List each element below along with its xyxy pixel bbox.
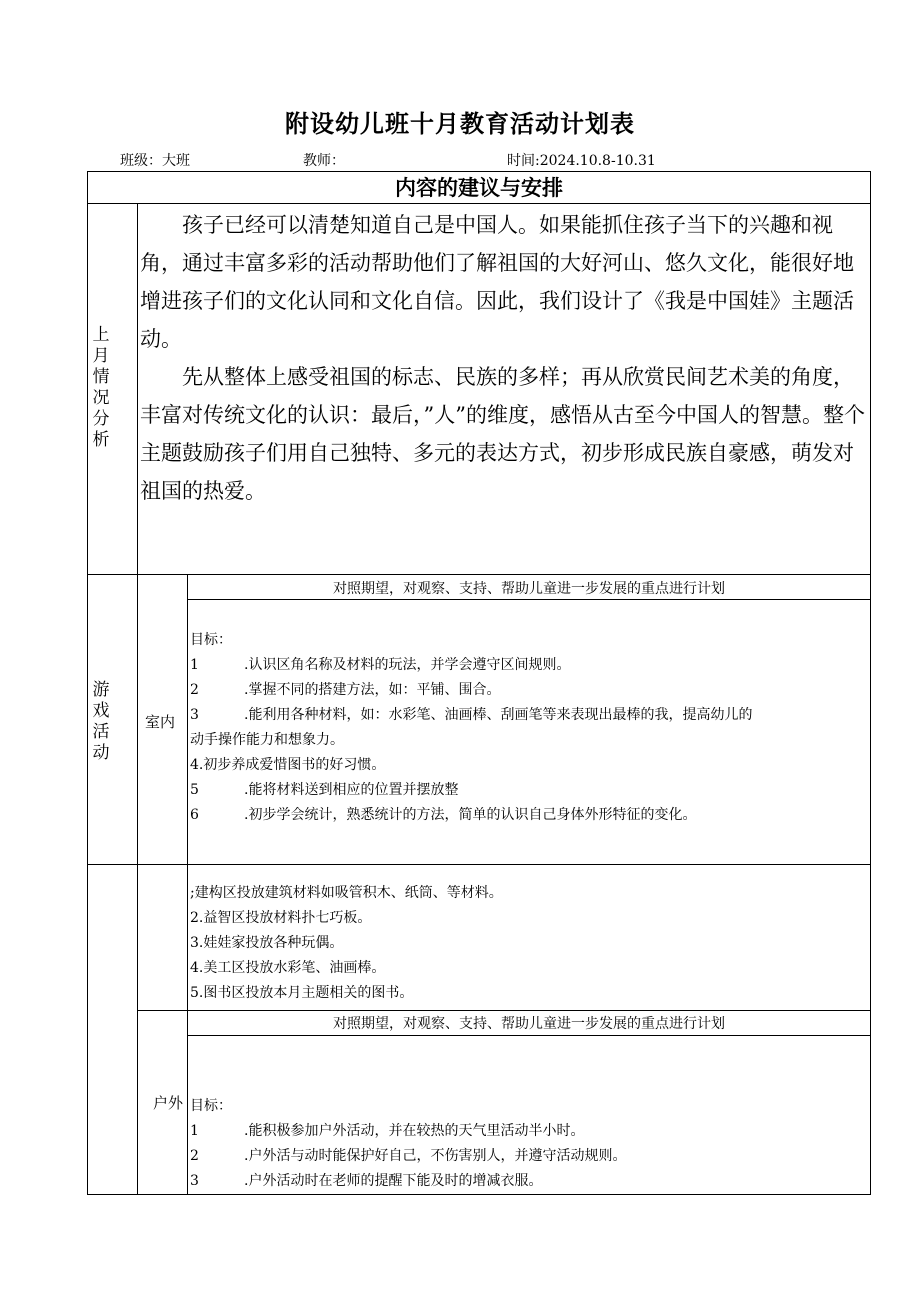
outdoor-label: 户外	[153, 1094, 184, 1112]
page-title: 附设幼儿班十月教育活动计划表	[285, 109, 635, 138]
list-item: 6 .初步学会统计，熟悉统计的方法，简单的认识自己身体外形特征的变化。	[190, 807, 697, 823]
list-item: 3 .户外活动时在老师的提醒下能及时的增减衣服。	[190, 1173, 543, 1189]
indoor-label: 室内	[145, 713, 176, 731]
game-label: 游戏活动	[92, 680, 110, 763]
list-item: 3.娃娃家投放各种玩偶。	[190, 935, 344, 951]
teacher-label: 教师：	[303, 153, 345, 169]
list-item: 5.图书区投放本月主题相关的图书。	[190, 985, 414, 1001]
section-header: 内容的建议与安排	[395, 175, 563, 200]
outdoor-goals-label: 目标：	[190, 1098, 232, 1114]
list-item: 4.美工区投放水彩笔、油画棒。	[190, 960, 386, 976]
list-item: 2.益智区投放材料扑七巧板。	[190, 910, 372, 926]
list-item: 1 .能积极参加户外活动，并在较热的天气里活动半小时。	[190, 1123, 585, 1139]
list-item: 1 .认识区角名称及材料的玩法，并学会遵守区间规则。	[190, 657, 571, 673]
outdoor-plan-heading: 对照期望，对观察、支持、帮助儿童进一步发展的重点进行计划	[333, 1016, 725, 1032]
list-item: 动手操作能力和想象力。	[190, 732, 344, 748]
analysis-label: 上月情况分析	[92, 325, 110, 450]
list-item: 5 .能将材料送到相应的位置并摆放整	[190, 782, 459, 798]
list-item: 2 .掌握不同的搭建方法，如：平铺、围合。	[190, 682, 501, 698]
analysis-text	[140, 206, 866, 510]
class-label: 班级：大班	[120, 153, 190, 169]
analysis-paragraph: 先从整体上感受祖国的标志、民族的多样；再从欣赏民间艺术美的角度，丰富对传统文化的认识：最后，”人”的维度，感悟从古至今中国人的智慧。整个主题鼓励孩子们用自己独特、多元的表达方式，初步形成民族自豪感，萌发对祖国的热爱。	[140, 365, 865, 503]
list-item: 2 .户外活与动时能保护好自己，不伤害别人，并遵守活动规则。	[190, 1148, 627, 1164]
list-item: 4. 初步养成爱惜图书的好习惯。	[190, 757, 386, 773]
list-item: ;建构区投放建筑材料如吸管积木、纸筒、等材料。	[190, 885, 503, 901]
list-item: 3 .能利用各种材料，如：水彩笔、油画棒、刮画笔等来表现出最棒的我，提高幼儿的	[190, 707, 753, 723]
indoor-goals	[190, 628, 868, 828]
indoor-goals-label: 目标：	[190, 632, 232, 648]
indoor-materials	[190, 881, 868, 1006]
analysis-paragraph: 孩子已经可以清楚知道自己是中国人。如果能抓住孩子当下的兴趣和视角，通过丰富多彩的活动帮助他们了解祖国的大好河山、悠久文化，能很好地增进孩子们的文化认同和文化自信。因此，我们设计了《我是中国娃》主题活动。	[140, 213, 854, 351]
outdoor-goals	[190, 1094, 868, 1194]
indoor-plan-heading: 对照期望，对观察、支持、帮助儿童进一步发展的重点进行计划	[333, 581, 725, 597]
time-label: 时间:2024.10.8-10.31	[507, 153, 656, 169]
